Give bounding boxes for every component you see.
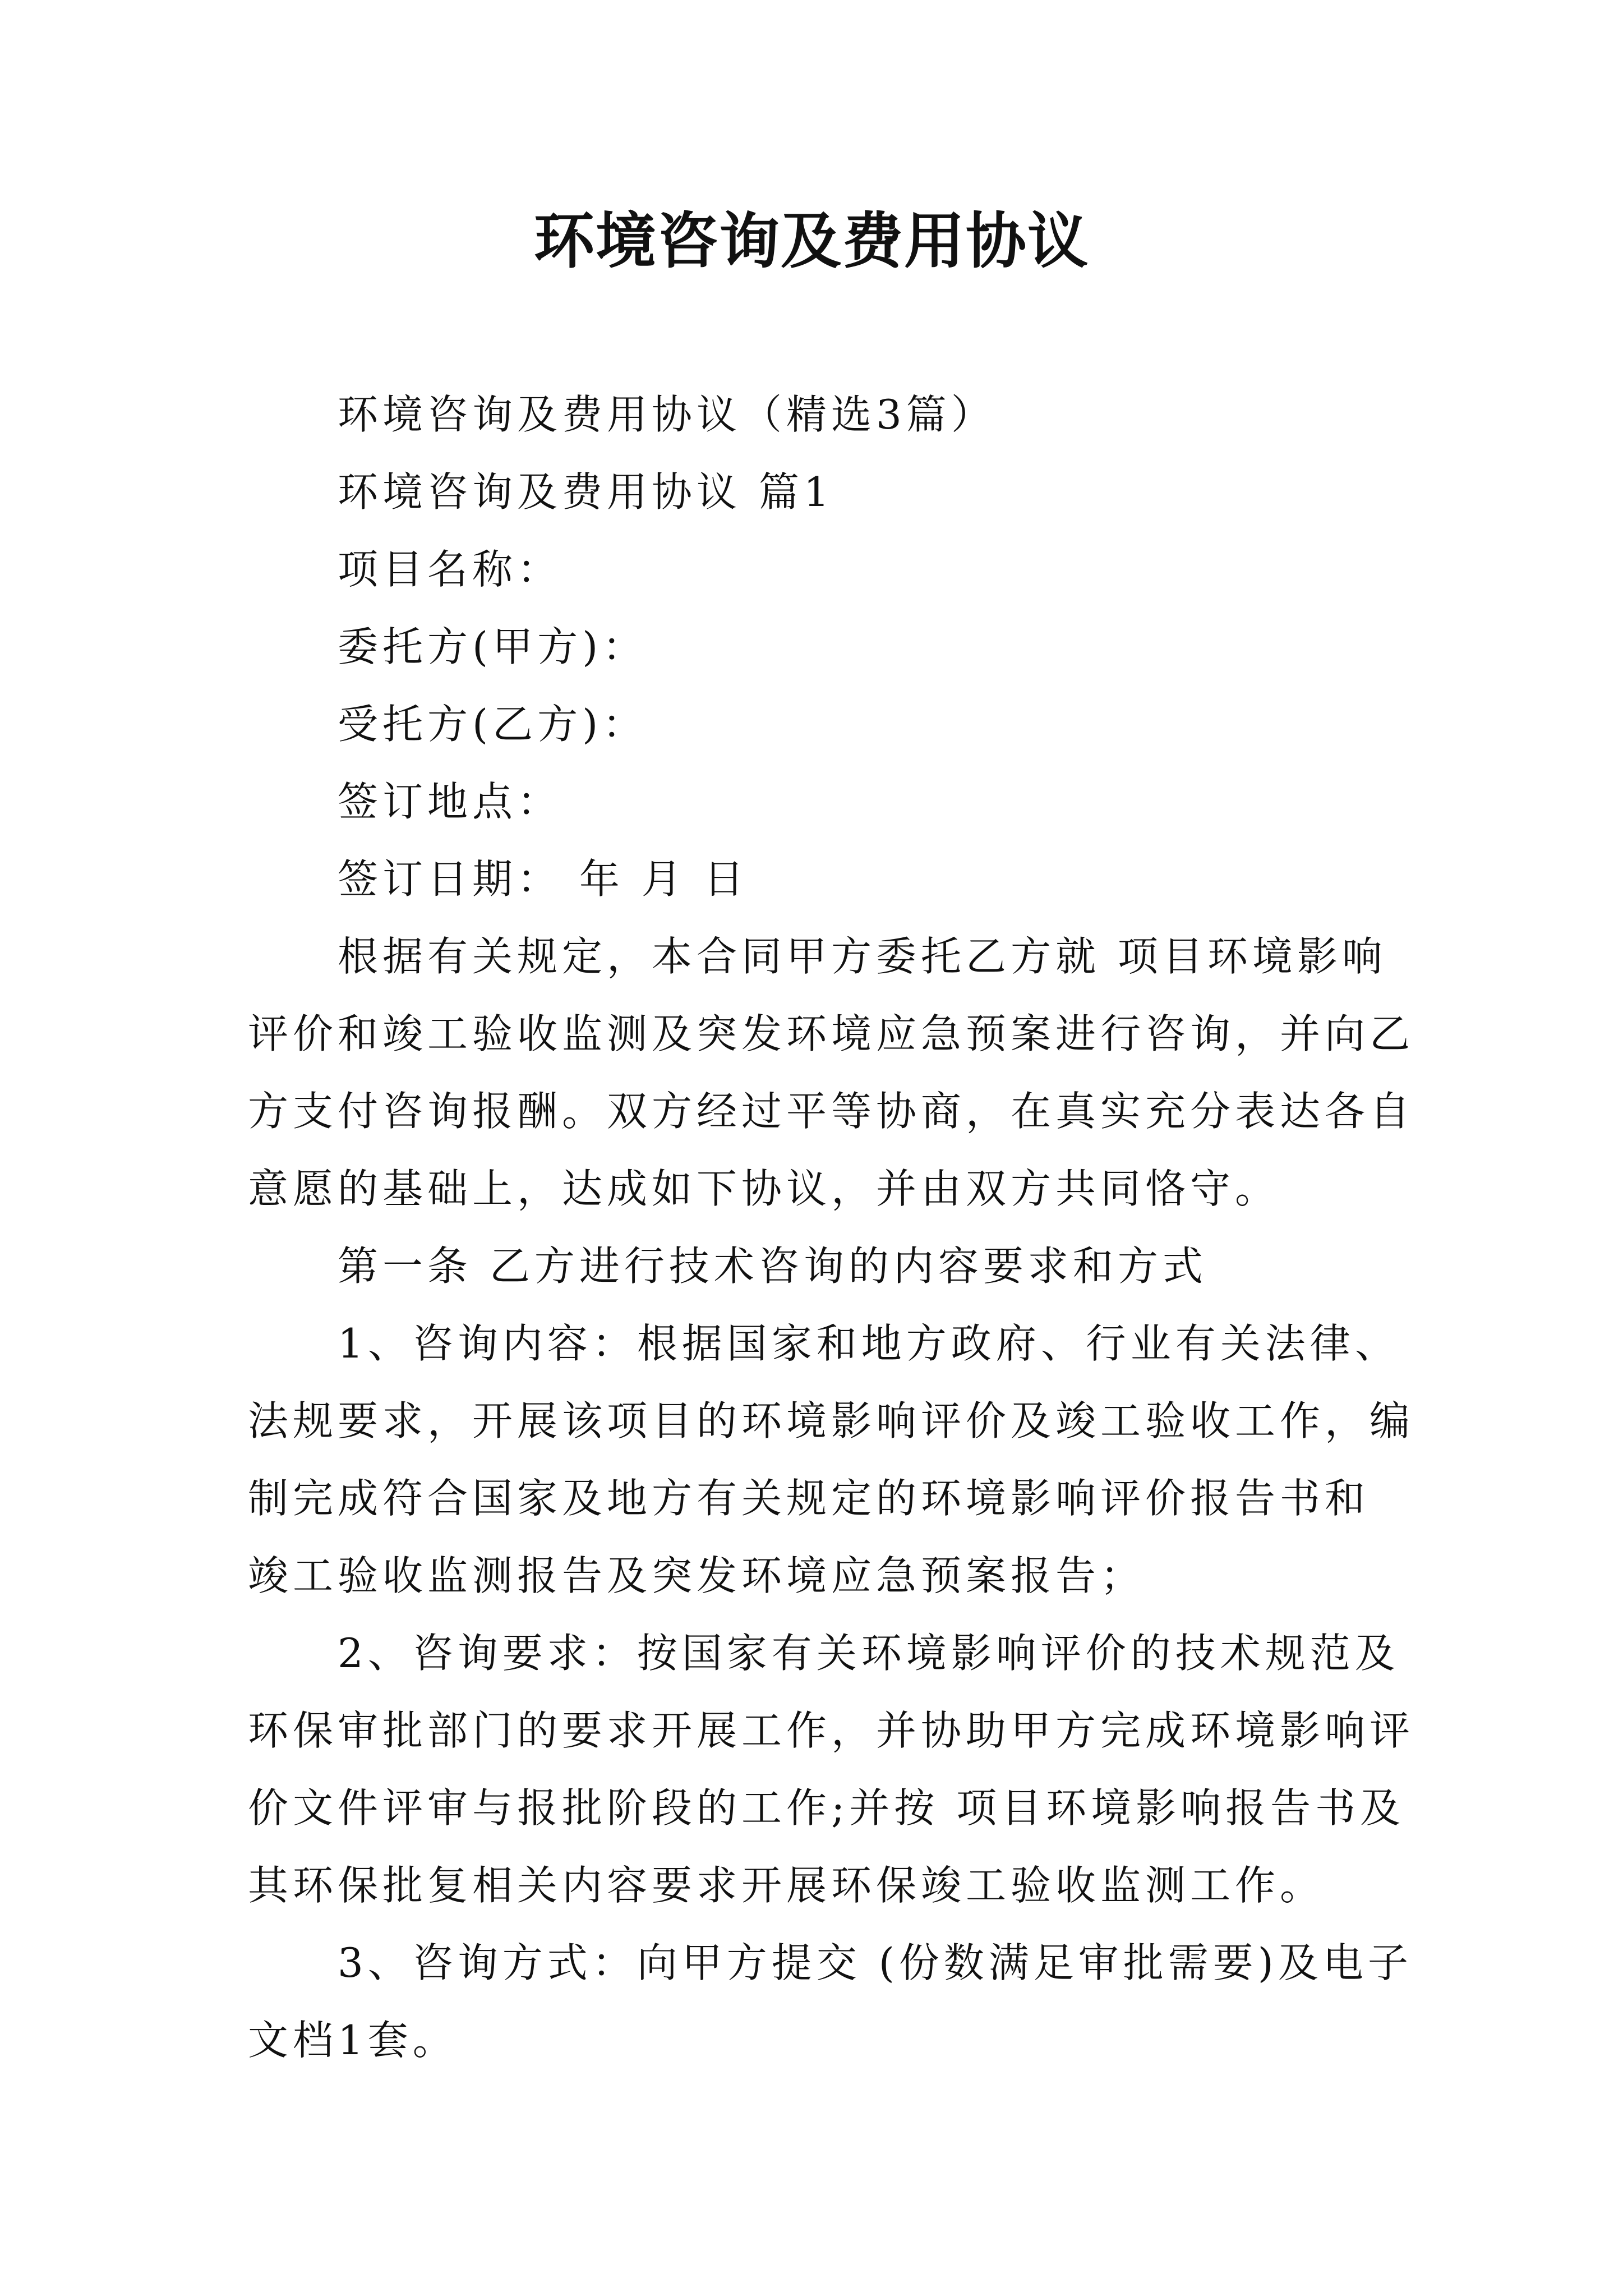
text-line: 环境咨询及费用协议 篇1 [338,468,834,516]
text-line: 环境咨询及费用协议（精选3篇） [338,391,996,438]
text-line: 文档1套。 [248,2017,458,2064]
text-line: 项目名称： [338,546,562,593]
text-line: 根据有关规定，本合同甲方委托乙方就 项目环境影响 [338,933,1387,980]
text-line: 价文件评审与报批阶段的工作;并按 项目环境影响报告书及 [248,1784,1405,1832]
text-line: 其环保批复相关内容要求开展环保竣工验收监测工作。 [248,1862,1325,1909]
text-line: 环保审批部门的要求开展工作，并协助甲方完成环境影响评 [248,1707,1415,1754]
text-line: 2、咨询要求：按国家有关环境影响评价的技术规范及 [338,1630,1400,1677]
text-line: 委托方(甲方)： [338,623,648,670]
text-line: 1、咨询内容：根据国家和地方政府、行业有关法律、 [338,1320,1400,1367]
text-line: 签订日期： 年 月 日 [338,855,749,903]
text-line: 受托方(乙方)： [338,701,648,748]
text-line: 竣工验收监测报告及突发环境应急预案报告； [248,1552,1146,1599]
text-line: 意愿的基础上，达成如下协议，并由双方共同恪守。 [248,1165,1280,1212]
text-line: 签订地点： [338,778,562,825]
document-title: 环境咨询及费用协议 [533,206,1089,277]
document-body [248,376,1415,2079]
text-line: 评价和竣工验收监测及突发环境应急预案进行咨询，并向乙 [248,1010,1415,1057]
text-line: 法规要求，开展该项目的环境影响评价及竣工验收工作，编 [248,1397,1415,1444]
text-line: 3、咨询方式：向甲方提交 (份数满足审批需要)及电子 [338,1939,1413,1986]
text-line: 方支付咨询报酬。双方经过平等协商，在真实充分表达各自 [248,1088,1415,1135]
text-line: 第一条 乙方进行技术咨询的内容要求和方式 [338,1243,1207,1290]
text-line: 制完成符合国家及地方有关规定的环境影响评价报告书和 [248,1475,1370,1522]
